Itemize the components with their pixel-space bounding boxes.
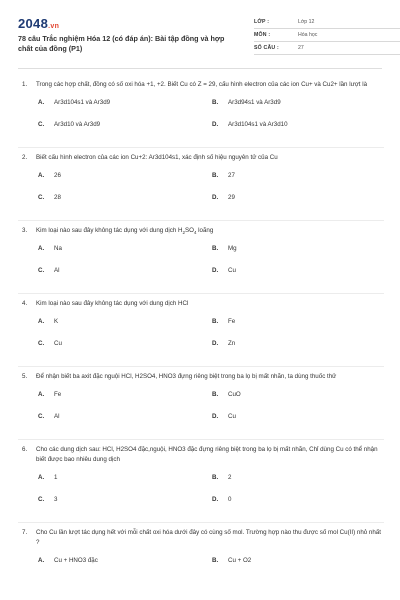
header-divider xyxy=(18,68,382,69)
option-c[interactable] xyxy=(38,120,100,130)
option-letter: C. xyxy=(38,413,45,420)
answer-options xyxy=(18,244,384,288)
option-text: Cu + O2 xyxy=(228,557,252,564)
option-row xyxy=(38,412,384,434)
question-item xyxy=(18,299,384,361)
option-row xyxy=(38,120,384,142)
option-letter: A. xyxy=(38,172,45,179)
question-number: 3. xyxy=(22,227,28,234)
option-letter: A. xyxy=(38,318,45,325)
question-text: Cho Cu lần lượt tác dụng hết với mỗi chất oxi hóa dưới đây có cùng số mol. Trường hợp nào thu được số mol Cu(II) nhỏ nhất ? xyxy=(36,529,381,546)
option-c[interactable] xyxy=(38,266,60,276)
option-letter: B. xyxy=(212,99,219,106)
meta-value: Lớp 12 xyxy=(298,19,315,25)
option-row xyxy=(38,473,384,495)
option-text: 28 xyxy=(54,194,61,201)
option-c[interactable] xyxy=(38,193,61,203)
option-text: K xyxy=(54,318,59,325)
option-b[interactable] xyxy=(212,473,231,483)
option-a[interactable] xyxy=(38,98,110,108)
option-letter: B. xyxy=(212,245,219,252)
option-row xyxy=(38,266,384,288)
question-number: 6. xyxy=(22,446,28,453)
question-text-part: loãng xyxy=(196,227,214,234)
option-c[interactable] xyxy=(38,495,57,505)
option-text: Cu xyxy=(228,267,236,274)
question-number: 1. xyxy=(22,81,28,88)
option-c[interactable] xyxy=(38,339,62,349)
question-stem xyxy=(18,372,384,382)
option-text: 27 xyxy=(228,172,235,179)
option-a[interactable] xyxy=(38,473,57,483)
option-text: Zn xyxy=(228,340,236,347)
question-list xyxy=(18,80,384,589)
meta-value: Hóa học xyxy=(298,32,318,38)
answer-options xyxy=(18,473,384,517)
answer-options xyxy=(18,98,384,142)
question-divider xyxy=(18,522,384,523)
option-letter: B. xyxy=(212,557,219,564)
question-stem xyxy=(18,528,384,548)
question-text xyxy=(36,227,213,234)
option-text: Mg xyxy=(228,245,237,252)
question-divider xyxy=(18,220,384,221)
option-letter: A. xyxy=(38,391,45,398)
subscript: 2 xyxy=(182,230,185,236)
option-text: Cu + HNO3 đặc xyxy=(54,557,98,564)
option-text: 2 xyxy=(228,474,232,481)
option-text: 26 xyxy=(54,172,61,179)
option-letter: D. xyxy=(212,121,219,128)
option-text: Ar3d104s1 và Ar3d10 xyxy=(228,121,288,128)
option-letter: A. xyxy=(38,474,45,481)
question-stem xyxy=(18,80,384,90)
question-text-part: SO xyxy=(184,227,194,234)
option-row xyxy=(38,244,384,266)
meta-key: SỐ CÂU : xyxy=(254,45,279,51)
meta-key: MÔN : xyxy=(254,32,271,38)
option-d[interactable] xyxy=(212,193,235,203)
question-text: Trong các hợp chất, đồng có số oxi hóa +1, +2. Biết Cu có Z = 29, cấu hình electron của các ion Cu+ và Cu2+ lần lượt là xyxy=(36,81,368,88)
question-item xyxy=(18,153,384,215)
option-c[interactable] xyxy=(38,412,60,422)
question-text: Để nhận biết ba axit đặc nguội HCl, H2SO4, HNO3 đựng riêng biệt trong ba lọ bị mất nhãn, ta dùng thuốc thử xyxy=(36,373,337,380)
option-text: 1 xyxy=(54,474,58,481)
option-b[interactable] xyxy=(212,317,235,327)
option-text: Fe xyxy=(228,318,236,325)
option-d[interactable] xyxy=(212,266,236,276)
option-text: 3 xyxy=(54,496,58,503)
logo-suffix: .vn xyxy=(48,23,60,30)
option-text: Al xyxy=(54,413,60,420)
question-divider xyxy=(18,439,384,440)
option-b[interactable] xyxy=(212,171,235,181)
option-row xyxy=(38,339,384,361)
option-text: Al xyxy=(54,267,60,274)
option-letter: B. xyxy=(212,318,219,325)
question-stem xyxy=(18,226,384,236)
meta-row-count xyxy=(254,42,400,55)
option-b[interactable] xyxy=(212,98,281,108)
option-letter: C. xyxy=(38,121,45,128)
subscript: 4 xyxy=(193,230,197,236)
question-number: 5. xyxy=(22,373,28,380)
option-letter: D. xyxy=(212,340,219,347)
option-letter: D. xyxy=(212,267,219,274)
option-letter: D. xyxy=(212,194,219,201)
option-letter: B. xyxy=(212,391,219,398)
option-row xyxy=(38,317,384,339)
question-divider xyxy=(18,293,384,294)
option-a[interactable] xyxy=(38,317,58,327)
option-d[interactable] xyxy=(212,339,235,349)
page-title: 78 câu Trắc nghiệm Hóa 12 (có đáp án): Bài tập đồng và hợp chất của đồng (P1) xyxy=(18,34,225,53)
question-text: Cho các dung dịch sau: HCl, H2SO4 đặc,nguội, HNO3 đặc đựng riêng biệt trong ba lọ bị mất nhãn, Chỉ dùng Cu có thể nhận biết được bao nhiêu dung dịch xyxy=(36,446,378,463)
meta-key: LỚP : xyxy=(254,19,270,25)
meta-row-grade xyxy=(254,16,400,29)
question-divider xyxy=(18,147,384,148)
option-text: 0 xyxy=(228,496,232,503)
option-letter: C. xyxy=(38,267,45,274)
option-letter: D. xyxy=(212,413,219,420)
question-stem xyxy=(18,299,384,309)
option-letter: C. xyxy=(38,194,45,201)
option-d[interactable] xyxy=(212,120,288,130)
question-number: 2. xyxy=(22,154,28,161)
question-divider xyxy=(18,366,384,367)
option-row xyxy=(38,171,384,193)
question-text-part: Kim loại nào sau đây không tác dụng với dung dịch H xyxy=(36,227,183,234)
question-text: Biết cấu hình electron của các ion Cu+2: Ar3d104s1, xác định số hiệu nguyên tử của Cu xyxy=(36,154,278,161)
question-number: 4. xyxy=(22,300,28,307)
meta-table xyxy=(254,16,400,55)
answer-options xyxy=(18,171,384,215)
option-text: Ar3d94s1 và Ar3d9 xyxy=(228,99,281,106)
question-text: Kim loại nào sau đây không tác dụng với dung dịch HCl xyxy=(36,300,189,307)
question-stem xyxy=(18,153,384,163)
question-item xyxy=(18,372,384,434)
option-a[interactable] xyxy=(38,244,62,254)
option-d[interactable] xyxy=(212,412,236,422)
option-letter: C. xyxy=(38,496,45,503)
option-b[interactable] xyxy=(212,390,241,400)
answer-options xyxy=(18,556,384,578)
question-item xyxy=(18,226,384,288)
option-text: CuO xyxy=(228,391,241,398)
option-letter: B. xyxy=(212,474,219,481)
option-text: Cu xyxy=(54,340,62,347)
question-item xyxy=(18,80,384,142)
site-logo[interactable] xyxy=(18,16,59,31)
answer-options xyxy=(18,317,384,361)
option-d[interactable] xyxy=(212,495,231,505)
question-item xyxy=(18,528,384,578)
option-a[interactable] xyxy=(38,556,98,566)
option-row xyxy=(38,556,384,578)
question-stem xyxy=(18,445,384,465)
option-row xyxy=(38,98,384,120)
option-b[interactable] xyxy=(212,244,237,254)
option-a[interactable] xyxy=(38,171,61,181)
option-text: Fe xyxy=(54,391,62,398)
option-text: Ar3d10 và Ar3d9 xyxy=(54,121,101,128)
option-text: Na xyxy=(54,245,62,252)
option-text: Cu xyxy=(228,413,236,420)
option-row xyxy=(38,495,384,517)
question-number: 7. xyxy=(22,529,28,536)
option-row xyxy=(38,390,384,412)
answer-options xyxy=(18,390,384,434)
logo-text: 2048 xyxy=(18,16,49,31)
option-letter: D. xyxy=(212,496,219,503)
option-letter: A. xyxy=(38,99,45,106)
meta-value: 27 xyxy=(298,45,304,51)
option-letter: B. xyxy=(212,172,219,179)
option-b[interactable] xyxy=(212,556,251,566)
option-a[interactable] xyxy=(38,390,61,400)
option-letter: C. xyxy=(38,340,45,347)
option-text: 29 xyxy=(228,194,235,201)
question-item xyxy=(18,445,384,517)
option-letter: A. xyxy=(38,245,45,252)
option-text: Ar3d104s1 và Ar3d9 xyxy=(54,99,111,106)
option-row xyxy=(38,193,384,215)
meta-row-subject xyxy=(254,29,400,42)
page-header xyxy=(18,16,382,68)
option-letter: A. xyxy=(38,557,45,564)
